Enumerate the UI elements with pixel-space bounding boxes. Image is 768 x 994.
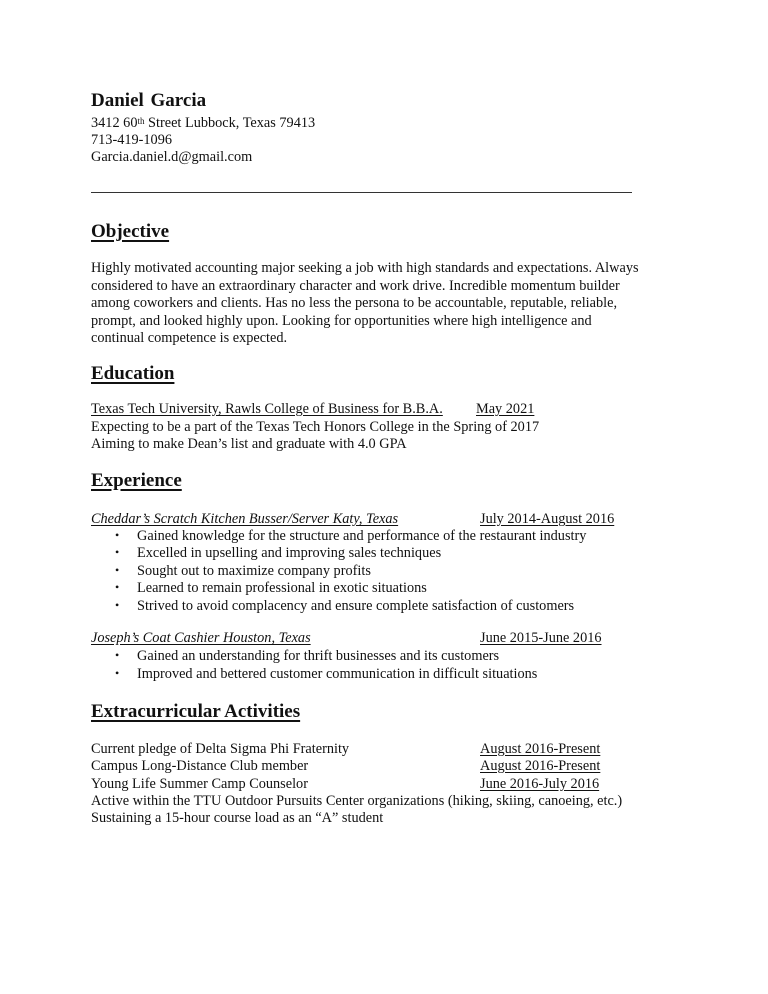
- bullet-icon: •: [115, 528, 120, 542]
- education-school: Texas Tech University, Rawls College of Business for B.B.A.: [91, 401, 443, 417]
- bullet-icon: •: [115, 563, 120, 577]
- bullet-icon: •: [115, 648, 120, 662]
- job-dates: June 2015-June 2016: [480, 630, 602, 646]
- objective-line: Highly motivated accounting major seeking a job with high standards and expectations. Always: [91, 260, 639, 276]
- job-bullet: Improved and bettered customer communication in difficult situations: [137, 666, 538, 682]
- job-bullet: Sought out to maximize company profits: [137, 563, 371, 579]
- email: Garcia.daniel.d@gmail.com: [91, 149, 253, 165]
- job-bullet: Learned to remain professional in exotic situations: [137, 580, 427, 596]
- activity-item: Young Life Summer Camp Counselor: [91, 776, 308, 792]
- objective-line: continual competence is expected.: [91, 330, 288, 346]
- objective-line: considered to have an extraordinary character and work drive. Incredible momentum builder: [91, 278, 620, 294]
- activity-dates: August 2016-Present: [480, 741, 601, 757]
- address: [91, 114, 315, 132]
- separator-line: [91, 192, 632, 193]
- objective-line: prompt, and looked highly upon. Looking for opportunities where high intelligence and: [91, 313, 592, 329]
- activity-item: Current pledge of Delta Sigma Phi Fraternity: [91, 741, 350, 757]
- address-street: Street Lubbock, Texas 79413: [144, 115, 316, 131]
- bullet-icon: •: [115, 666, 120, 680]
- phone: 713-419-1096: [91, 132, 173, 148]
- job-bullet: Strived to avoid complacency and ensure complete satisfaction of customers: [137, 598, 575, 614]
- candidate-name: Daniel Garcia: [91, 90, 207, 111]
- objective-line: among coworkers and clients. Has no less the persona to be accountable, reputable, reliable,: [91, 295, 618, 311]
- job-bullet: Gained an understanding for thrift businesses and its customers: [137, 648, 500, 664]
- address-number: 3412 60: [91, 115, 138, 131]
- activity-dates: August 2016-Present: [480, 758, 601, 774]
- bullet-icon: •: [115, 598, 120, 612]
- job-title: Cheddar’s Scratch Kitchen Busser/Server Katy, Texas: [91, 511, 399, 527]
- job-bullet: Gained knowledge for the structure and performance of the restaurant industry: [137, 528, 587, 544]
- education-line: Aiming to make Dean’s list and graduate with 4.0 GPA: [91, 436, 407, 452]
- extracurricular-heading: Extracurricular Activities: [91, 701, 301, 722]
- education-heading: Education: [91, 363, 175, 384]
- job-dates: July 2014-August 2016: [480, 511, 615, 527]
- education-line: Expecting to be a part of the Texas Tech Honors College in the Spring of 2017: [91, 419, 540, 435]
- activity-dates: June 2016-July 2016: [480, 776, 600, 792]
- job-bullet: Excelled in upselling and improving sales techniques: [137, 545, 442, 561]
- address-suffix: th: [137, 116, 145, 126]
- bullet-icon: •: [115, 545, 120, 559]
- objective-heading: Objective: [91, 221, 170, 242]
- activity-item: Campus Long-Distance Club member: [91, 758, 309, 774]
- bullet-icon: •: [115, 580, 120, 594]
- job-title: Joseph’s Coat Cashier Houston, Texas: [91, 630, 311, 646]
- activity-item: Active within the TTU Outdoor Pursuits Center organizations (hiking, skiing, canoeing, etc.): [91, 793, 623, 809]
- activity-item: Sustaining a 15-hour course load as an “A” student: [91, 810, 384, 826]
- education-grad-date: May 2021: [476, 401, 535, 417]
- experience-heading: Experience: [91, 470, 182, 491]
